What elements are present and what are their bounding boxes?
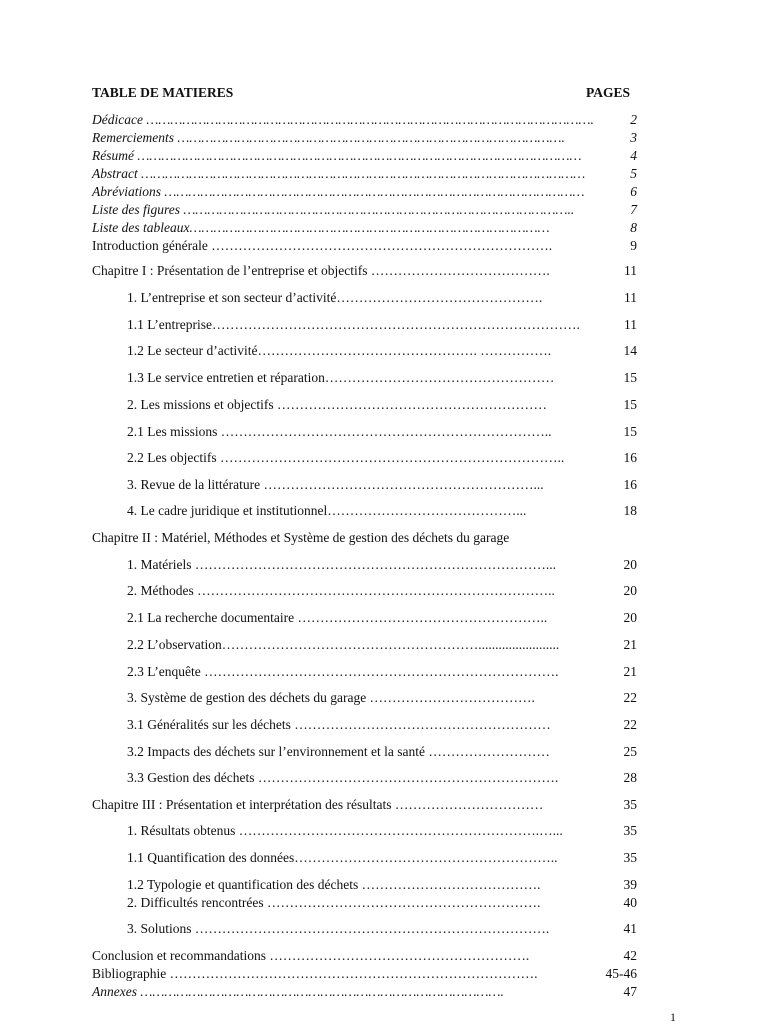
- toc-entry: [127, 894, 637, 912]
- toc-entry: [92, 147, 637, 165]
- toc-entry-text: 3. Solutions …………………………………………………………………….: [127, 921, 550, 936]
- toc-entry-page: 39: [623, 877, 637, 892]
- toc-entry-page: 20: [623, 557, 637, 572]
- toc-entry-text: Remerciements …………………………………………………………………………………….: [92, 130, 565, 145]
- toc-entry-text: Abstract …………………………………………………………………………………………………: [92, 166, 586, 181]
- toc-entry: [127, 769, 637, 787]
- toc-entry-text: 2.3 L’enquête …………………………………………………………………….: [127, 664, 559, 679]
- toc-entry-text: Dédicace ………………………………………………………………………………………………….: [92, 112, 594, 127]
- toc-entry-page: 25: [623, 744, 637, 759]
- toc-entry: [92, 262, 637, 280]
- toc-entry: [127, 716, 637, 734]
- toc-entry-text: 2.1 La recherche documentaire ………………………………………………..: [127, 610, 548, 625]
- toc-entry-page: 15: [623, 424, 637, 439]
- toc-entry-page: 4: [630, 148, 637, 163]
- toc-entry-page: 35: [623, 850, 637, 865]
- toc-entry-page: 20: [623, 583, 637, 598]
- toc-entry-page: 9: [630, 238, 637, 253]
- toc-entry-text: 1. Matériels ……………………………………………………………………...: [127, 557, 556, 572]
- toc-entry: [127, 920, 637, 938]
- toc-entry-text: Chapitre I : Présentation de l’entreprise et objectifs ………………………………….: [92, 263, 550, 278]
- toc-entry: [127, 396, 637, 414]
- page-number: 1: [670, 1010, 676, 1024]
- toc-entry-text: Conclusion et recommandations ………………………………………………….: [92, 948, 530, 963]
- toc-entry-text: Chapitre II : Matériel, Méthodes et Système de gestion des déchets du garage: [92, 530, 510, 545]
- toc-entry-text: 1. L’entreprise et son secteur d’activité……………………………………….: [127, 290, 543, 305]
- toc-entry-page: 22: [623, 690, 637, 705]
- toc-entry-text: 4. Le cadre juridique et institutionnel……………………………………...: [127, 503, 527, 518]
- toc-entry-page: 11: [624, 317, 637, 332]
- toc-entry: [127, 423, 637, 441]
- toc-entry-text: 3.1 Généralités sur les déchets …………………………………………………: [127, 717, 551, 732]
- toc-entry: [127, 609, 637, 627]
- toc-entry-page: 42: [623, 948, 637, 963]
- toc-entry-text: 1.2 Le secteur d’activité…………………………………………. …………….: [127, 343, 552, 358]
- toc-entry-page: 20: [623, 610, 637, 625]
- toc-entry: [92, 796, 637, 814]
- toc-entry: [127, 689, 637, 707]
- toc-entry: [92, 165, 637, 183]
- toc-entry-page: 35: [623, 797, 637, 812]
- toc-entry-text: 2. Méthodes ……………………………………………………………………..: [127, 583, 555, 598]
- toc-entry: [127, 822, 637, 840]
- toc-entry-text: 3.2 Impacts des déchets sur l’environnement et la santé ………………………: [127, 744, 550, 759]
- toc-entry-page: 2: [630, 112, 637, 127]
- toc-entry-page: 45-46: [605, 966, 637, 981]
- toc-entry-text: Introduction générale ………………………………………………………………….: [92, 238, 553, 253]
- toc-entry-page: 41: [623, 921, 637, 936]
- toc-entry: [127, 663, 637, 681]
- toc-entry-page: 7: [630, 202, 637, 217]
- toc-entry-page: 28: [623, 770, 637, 785]
- toc-entry-page: 18: [623, 503, 637, 518]
- toc-entry-text: Résumé …………………………………………………………………………………………………: [92, 148, 582, 163]
- toc-entry: [127, 289, 637, 307]
- toc-entry-page: 40: [623, 895, 637, 910]
- toc-entry: [127, 342, 637, 360]
- toc-entry-page: 21: [623, 637, 637, 652]
- pages-column-header: PAGES: [586, 85, 631, 100]
- toc-entry-text: 1.1 Quantification des données…………………………………………………..: [127, 850, 558, 865]
- toc-entry-page: 21: [623, 664, 637, 679]
- toc-entry: [92, 183, 637, 201]
- toc-entry: [92, 129, 637, 147]
- toc-entry-text: 1.2 Typologie et quantification des déchets ………………………………….: [127, 877, 541, 892]
- toc-entry-page: 16: [623, 477, 637, 492]
- toc-entry-page: 22: [623, 717, 637, 732]
- toc-entry: [92, 237, 637, 255]
- toc-entry-text: 2.2 Les objectifs …………………………………………………………………..: [127, 450, 565, 465]
- toc-entry-page: 5: [630, 166, 637, 181]
- toc-entry-text: 3. Système de gestion des déchets du garage ……………………………….: [127, 690, 535, 705]
- toc-entry: [127, 316, 637, 334]
- toc-entry-page: 15: [623, 370, 637, 385]
- toc-entry-text: 2. Difficultés rencontrées …………………………………………………….: [127, 895, 541, 910]
- toc-entry-page: 6: [630, 184, 637, 199]
- toc-entry: [92, 111, 637, 129]
- toc-entry-text: 1.1 L’entreprise……………………………………………………………………….: [127, 317, 580, 332]
- toc-title: TABLE DE MATIERES: [92, 85, 234, 100]
- toc-entry: [127, 556, 637, 574]
- toc-entry-page: 11: [624, 290, 637, 305]
- toc-entry-text: 2.1 Les missions ………………………………………………………………..: [127, 424, 552, 439]
- toc-entry: [127, 636, 637, 654]
- toc-entry: [127, 369, 637, 387]
- toc-entry: [92, 947, 637, 965]
- toc-entry-text: Liste des figures ……………………………………………………………………………………..: [92, 202, 575, 217]
- toc-entry: [127, 743, 637, 761]
- toc-entry-page: 11: [624, 263, 637, 278]
- toc-entry: [127, 449, 637, 467]
- toc-entry-text: 3.3 Gestion des déchets ………………………………………………………….: [127, 770, 559, 785]
- toc-entry: [127, 476, 637, 494]
- toc-entry-text: 2.2 L’observation…………………………………………………........................: [127, 637, 560, 652]
- toc-entry-text: Liste des tableaux………………………………………………………………………………: [92, 220, 550, 235]
- toc-entry: [127, 849, 637, 867]
- toc-entry-page: 16: [623, 450, 637, 465]
- toc-entry-page: 8: [630, 220, 637, 235]
- toc-entry-text: Abréviations ……………………………………………………………………………………………: [92, 184, 585, 199]
- toc-entry-page: 15: [623, 397, 637, 412]
- toc-entry-text: 1.3 Le service entretien et réparation……………………………………………: [127, 370, 555, 385]
- toc-entry-page: 14: [623, 343, 637, 358]
- toc-entry: [92, 529, 637, 547]
- toc-entry-page: 3: [630, 130, 637, 145]
- toc-entry: [127, 582, 637, 600]
- toc-entry-text: Annexes ……………………………………………………………………………….: [92, 984, 504, 999]
- toc-entry: [92, 219, 637, 237]
- toc-entry: [127, 502, 637, 520]
- toc-entry-text: 1. Résultats obtenus ………………………………………………………….…...: [127, 823, 563, 838]
- toc-entry-text: 2. Les missions et objectifs ……………………………………………………: [127, 397, 547, 412]
- toc-entry: [92, 983, 637, 1001]
- toc-entry-page: 35: [623, 823, 637, 838]
- toc-entry: [92, 965, 637, 983]
- toc-entry-text: 3. Revue de la littérature ……………………………………………………...: [127, 477, 544, 492]
- toc-entry: [127, 876, 637, 894]
- toc-entry-text: Chapitre III : Présentation et interprétation des résultats ……………………………: [92, 797, 544, 812]
- toc-entry-text: Bibliographie ……………………………………………………………………….: [92, 966, 538, 981]
- toc-entry: [92, 201, 637, 219]
- toc-entry-page: 47: [623, 984, 637, 999]
